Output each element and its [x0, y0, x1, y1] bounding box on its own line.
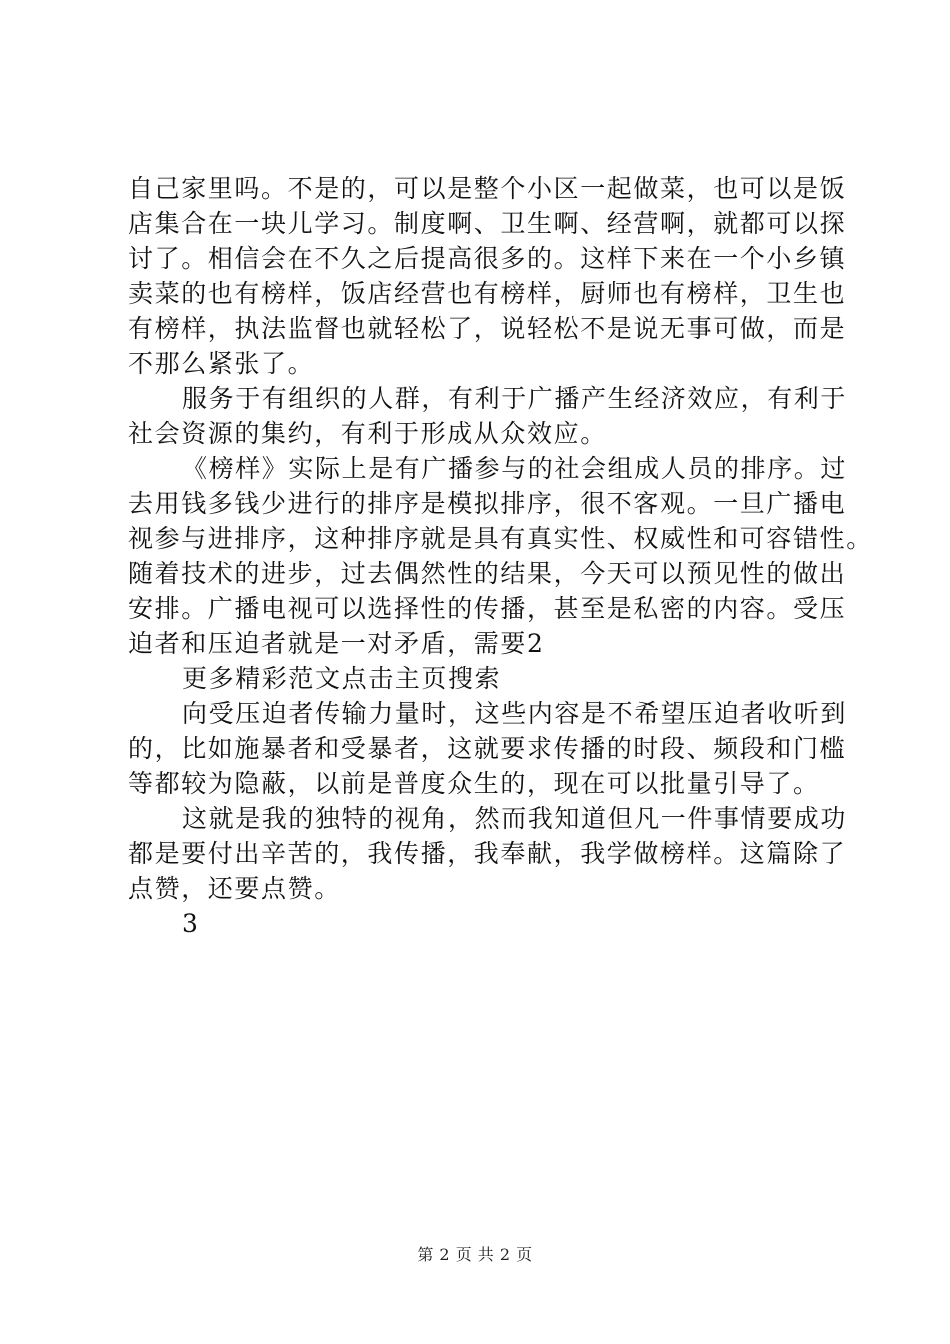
text-line: 自己家里吗。不是的，可以是整个小区一起做菜，也可以是饭 [128, 174, 847, 203]
text-line: 卖菜的也有榜样，饭店经营也有榜样，厨师也有榜样，卫生也 [128, 279, 847, 308]
paragraph-first-line: 这就是我的独特的视角，然而我知道但凡一件事情要成功 [182, 804, 848, 833]
promo-line: 更多精彩范文点击主页搜索 [182, 664, 502, 693]
page-footer [0, 1243, 950, 1267]
text-line: 随着技术的进步，过去偶然性的结果，今天可以预见性的做出 [128, 559, 847, 588]
text-line: 迫者和压迫者就是一对矛盾，需要2 [128, 629, 545, 658]
paragraph-first-line: 向受压迫者传输力量时，这些内容是不希望压迫者收听到 [182, 699, 848, 728]
paragraph-first-line: 服务于有组织的人群，有利于广播产生经济效应，有利于 [182, 384, 848, 413]
text-line: 讨了。相信会在不久之后提高很多的。这样下来在一个小乡镇 [128, 244, 847, 273]
inline-page-number: 3 [182, 909, 200, 938]
text-line: 都是要付出辛苦的，我传播，我奉献，我学做榜样。这篇除了 [128, 839, 847, 868]
text-line: 视参与进排序，这种排序就是具有真实性、权威性和可容错性。 [128, 524, 873, 553]
paragraph-first-line: 《榜样》实际上是有广播参与的社会组成人员的排序。过 [182, 454, 848, 483]
text-line: 等都较为隐蔽，以前是普度众生的，现在可以批量引导了。 [128, 769, 820, 798]
text-line: 的，比如施暴者和受暴者，这就要求传播的时段、频段和门槛 [128, 734, 847, 763]
text-line: 点赞，还要点赞。 [128, 874, 341, 903]
text-line: 有榜样，执法监督也就轻松了，说轻松不是说无事可做，而是 [128, 314, 847, 343]
text-line: 安排。广播电视可以选择性的传播，甚至是私密的内容。受压 [128, 594, 847, 623]
footer-page-label: 第 2 页 共 2 页 [417, 1245, 533, 1264]
body-text [128, 171, 873, 941]
text-line: 社会资源的集约，有利于形成从众效应。 [128, 419, 607, 448]
text-line: 去用钱多钱少进行的排序是模拟排序，很不客观。一旦广播电 [128, 489, 847, 518]
text-line: 不那么紧张了。 [128, 349, 315, 378]
text-line: 店集合在一块儿学习。制度啊、卫生啊、经营啊，就都可以探 [128, 209, 847, 238]
